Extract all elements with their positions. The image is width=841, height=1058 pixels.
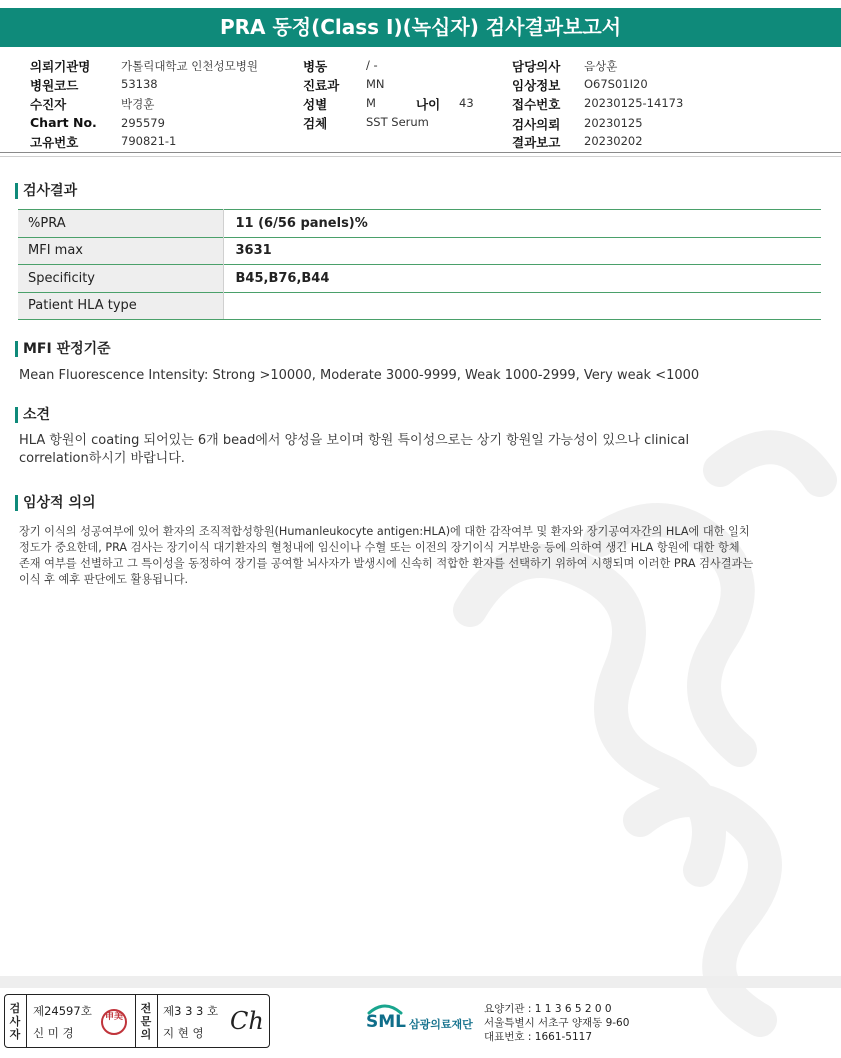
ward-value: / -	[366, 58, 378, 72]
header-divider-light	[0, 156, 841, 157]
results-section-title: 검사결과	[15, 181, 77, 201]
doctor-value: 음상훈	[584, 59, 618, 73]
table-row	[18, 292, 821, 320]
table-row	[18, 237, 821, 265]
request-value: 20230125	[584, 116, 643, 130]
doctor-sign-label: 전문의	[140, 1002, 152, 1041]
clinical-line-2: 정도가 중요한데, PRA 검사는 장기이식 대기환자의 혈청내에 임신이나 수혈 또는 이전의 장기이식 거부반응 등에 의하여 생긴 HLA 항원에 대한 항체	[19, 541, 740, 554]
doctor-license: 제3 3 3 호	[163, 1004, 219, 1018]
result-value: 3631	[223, 237, 821, 265]
signature-divider	[135, 995, 136, 1047]
clinical-value: O67S01I20	[584, 77, 648, 91]
results-table	[18, 209, 821, 320]
doctor-signature: Ch	[230, 1007, 264, 1035]
result-key: MFI max	[18, 237, 223, 265]
doctor-label: 담당의사	[512, 59, 561, 74]
sex-label: 성별	[303, 97, 328, 112]
result-value: B45,B76,B44	[223, 265, 821, 293]
patient-label: 수진자	[30, 97, 67, 112]
institution-label: 의뢰기관명	[30, 59, 91, 74]
clinical-section-title: 임상적 의의	[15, 493, 96, 513]
clinical-line-4: 이식 후 예후 판단에도 활용됩니다.	[19, 573, 189, 586]
finding-line-1: HLA 항원이 coating 되어있는 6개 bead에서 양성을 보이며 항원 특이성으로는 상기 항원일 가능성이 있으나 clinical	[19, 433, 690, 448]
org-phone: 대표번호 : 1661-5117	[484, 1031, 593, 1043]
footer-band	[0, 976, 841, 988]
signature-divider	[26, 995, 27, 1047]
examiner-stamp-icon: 申美	[101, 1009, 127, 1035]
chart-value: 295579	[121, 116, 165, 130]
report-date-label: 결과보고	[512, 135, 561, 150]
sml-logo-text: SML	[366, 1012, 406, 1032]
org-name: 삼광의료재단	[409, 1018, 473, 1031]
ward-label: 병동	[303, 59, 328, 74]
sex-value: M	[366, 96, 376, 110]
clinical-label: 임상정보	[512, 78, 561, 93]
receipt-label: 접수번호	[512, 97, 561, 112]
signature-box	[4, 994, 270, 1048]
org-code: 요양기관 : 1 1 3 6 5 2 0 0	[484, 1003, 612, 1015]
org-info	[484, 1002, 629, 1044]
report-meta	[0, 55, 841, 151]
finding-line-2: correlation하시기 바랍니다.	[19, 451, 185, 466]
signature-divider	[157, 995, 158, 1047]
clinical-line-1: 장기 이식의 성공여부에 있어 환자의 조직적합성항원(Humanleukocyte antigen:HLA)에 대한 감작여부 및 환자와 장기공여자간의 HLA에 대한 일치	[19, 525, 750, 538]
result-key: Patient HLA type	[18, 292, 223, 320]
doctor-name: 지 현 영	[163, 1026, 204, 1040]
age-label: 나이	[416, 97, 441, 112]
org-address: 서울특별시 서초구 양재동 9-60	[484, 1017, 630, 1029]
finding-section-title: 소견	[15, 405, 50, 425]
result-key: Specificity	[18, 265, 223, 293]
table-row	[18, 265, 821, 293]
hospital-code-value: 53138	[121, 77, 158, 91]
result-key: %PRA	[18, 210, 223, 238]
unique-label: 고유번호	[30, 135, 79, 150]
result-value	[223, 292, 821, 320]
mfi-criteria-text: Mean Fluorescence Intensity: Strong >10000, Moderate 3000-9999, Weak 1000-2999, Very weak <1000	[19, 368, 700, 383]
report-title: PRA 동정(Class I)(녹십자) 검사결과보고서	[0, 8, 841, 47]
specimen-value: SST Serum	[366, 115, 429, 129]
receipt-value: 20230125-14173	[584, 96, 684, 110]
dept-value: MN	[366, 77, 385, 91]
specimen-label: 검체	[303, 116, 328, 131]
result-value: 11 (6/56 panels)%	[223, 210, 821, 238]
request-label: 검사의뢰	[512, 117, 561, 132]
header-divider	[0, 152, 841, 153]
patient-value: 박경훈	[121, 97, 155, 111]
chart-label: Chart No.	[30, 115, 97, 130]
institution-value: 가톨릭대학교 인천성모병원	[121, 59, 258, 73]
mfi-section-title: MFI 판정기준	[15, 339, 111, 359]
table-row	[18, 210, 821, 238]
examiner-label: 검사자	[9, 1002, 21, 1041]
clinical-line-3: 존재 여부를 선별하고 그 특이성을 동정하여 장기를 공여할 뇌사자가 발생시에 신속히 적합한 환자를 선택하기 위하여 시행되며 이러한 PRA 검사결과는	[19, 557, 754, 570]
unique-value: 790821-1	[121, 134, 177, 148]
report-date-value: 20230202	[584, 134, 643, 148]
examiner-license: 제24597호	[33, 1004, 92, 1018]
hospital-code-label: 병원코드	[30, 78, 79, 93]
examiner-name: 신 미 경	[33, 1026, 74, 1040]
dept-label: 진료과	[303, 78, 340, 93]
age-value: 43	[459, 96, 474, 110]
